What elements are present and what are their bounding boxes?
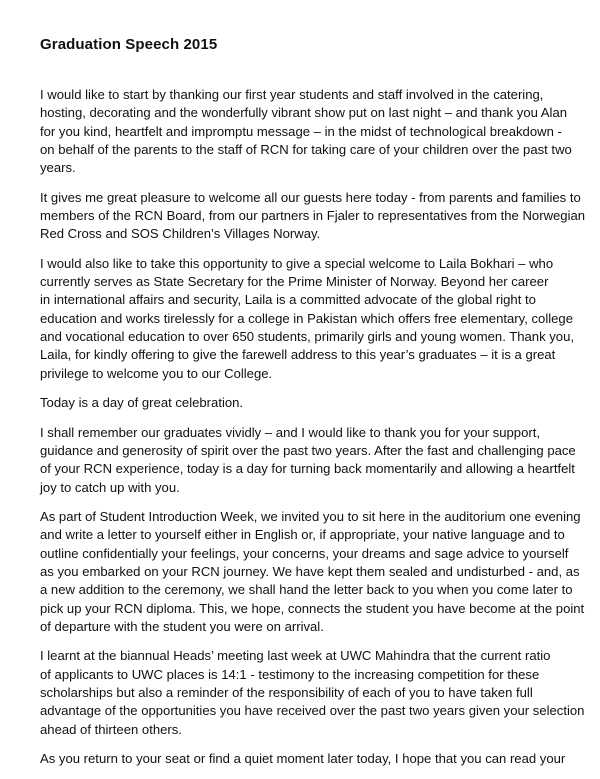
paragraph-line: outline confidentially your feelings, your concerns, your dreams and sage advice to yourself xyxy=(40,545,569,561)
body-paragraph xyxy=(40,86,570,178)
paragraph-line: I shall remember our graduates vividly – and I would like to thank you for your support, xyxy=(40,424,540,440)
paragraph-line: As part of Student Introduction Week, we invited you to sit here in the auditorium one evening xyxy=(40,508,581,524)
paragraph-line: I learnt at the biannual Heads’ meeting last week at UWC Mahindra that the current ratio xyxy=(40,648,551,664)
body-paragraph xyxy=(40,424,576,497)
body-paragraph xyxy=(40,189,586,244)
paragraph-line: of your RCN experience, today is a day for turning back momentarily and allowing a heartfelt xyxy=(40,461,575,477)
body-paragraph xyxy=(40,647,585,739)
paragraph-line: of applicants to UWC places is 14:1 - testimony to the increasing competition for these xyxy=(40,666,540,682)
paragraph-line: and vocational education to over 650 students, primarily girls and young women. Thank you, xyxy=(40,329,575,345)
paragraph-line: for you kind, heartfelt and impromptu message – in the midst of technological breakdown - xyxy=(40,123,562,139)
paragraph-line: and write a letter to yourself either in English or, if appropriate, your native language and to xyxy=(40,527,565,543)
paragraph-line: currently serves as State Secretary for the Prime Minister of Norway. Beyond her career xyxy=(40,274,549,290)
paragraph-line: of departure with the student you were on arrival. xyxy=(40,618,324,634)
body-paragraph xyxy=(40,508,585,636)
paragraph-line: Laila, for kindly offering to give the farewell address to this year’s graduates – it is a great xyxy=(40,347,556,363)
body-paragraph xyxy=(40,255,575,383)
document-title: Graduation Speech 2015 xyxy=(40,36,218,53)
paragraph-line: I would like to start by thanking our first year students and staff involved in the catering, xyxy=(40,87,544,102)
paragraph-line: advantage of the opportunities you have received over the past two years given your selection xyxy=(40,703,585,719)
paragraph-line: I would also like to take this opportunity to give a special welcome to Laila Bokhari – who xyxy=(40,255,554,271)
paragraph-line: guidance and generosity of spirit over the past two years. After the fast and challenging pace xyxy=(40,442,576,458)
paragraph-line: As you return to your seat or find a quiet moment later today, I hope that you can read your xyxy=(40,751,566,766)
paragraph-line: education and works tirelessly for a college in Pakistan which offers free elementary, college xyxy=(40,310,573,326)
paragraph-line: pick up your RCN diploma. This, we hope, connects the student you have become at the point xyxy=(40,600,585,616)
paragraph-line: Red Cross and SOS Children’s Villages Norway. xyxy=(40,226,321,242)
paragraph-line: privilege to welcome you to our College. xyxy=(40,365,273,381)
paragraph-line: a new addition to the ceremony, we shall hand the letter back to you when you come later to xyxy=(40,582,573,598)
paragraph-line: Today is a day of great celebration. xyxy=(40,395,244,411)
paragraph-line: scholarships but also a reminder of the responsibility of each of you to have taken full xyxy=(40,684,533,700)
paragraph-line: years. xyxy=(40,160,76,176)
paragraph-line: ahead of thirteen others. xyxy=(40,721,182,737)
paragraph-line: members of the RCN Board, from our partners in Fjaler to representatives from the Norwegian xyxy=(40,208,586,224)
paragraph-line: hosting, decorating and the wonderfully vibrant show put on last night – and thank you Alan xyxy=(40,105,568,121)
paragraph-line: in international affairs and security, Laila is a committed advocate of the global right to xyxy=(40,292,536,308)
paragraph-line: on behalf of the parents to the staff of RCN for taking care of your children over the past two xyxy=(40,142,572,158)
body-paragraph xyxy=(40,750,570,768)
body-paragraph xyxy=(40,394,570,412)
paragraph-line: It gives me great pleasure to welcome all our guests here today - from parents and families to xyxy=(40,189,581,205)
paragraph-line: joy to catch up with you. xyxy=(40,479,180,495)
paragraph-line: as you embarked on your RCN journey. We have kept them sealed and undisturbed - and, as xyxy=(40,563,580,579)
document-body xyxy=(40,86,586,779)
